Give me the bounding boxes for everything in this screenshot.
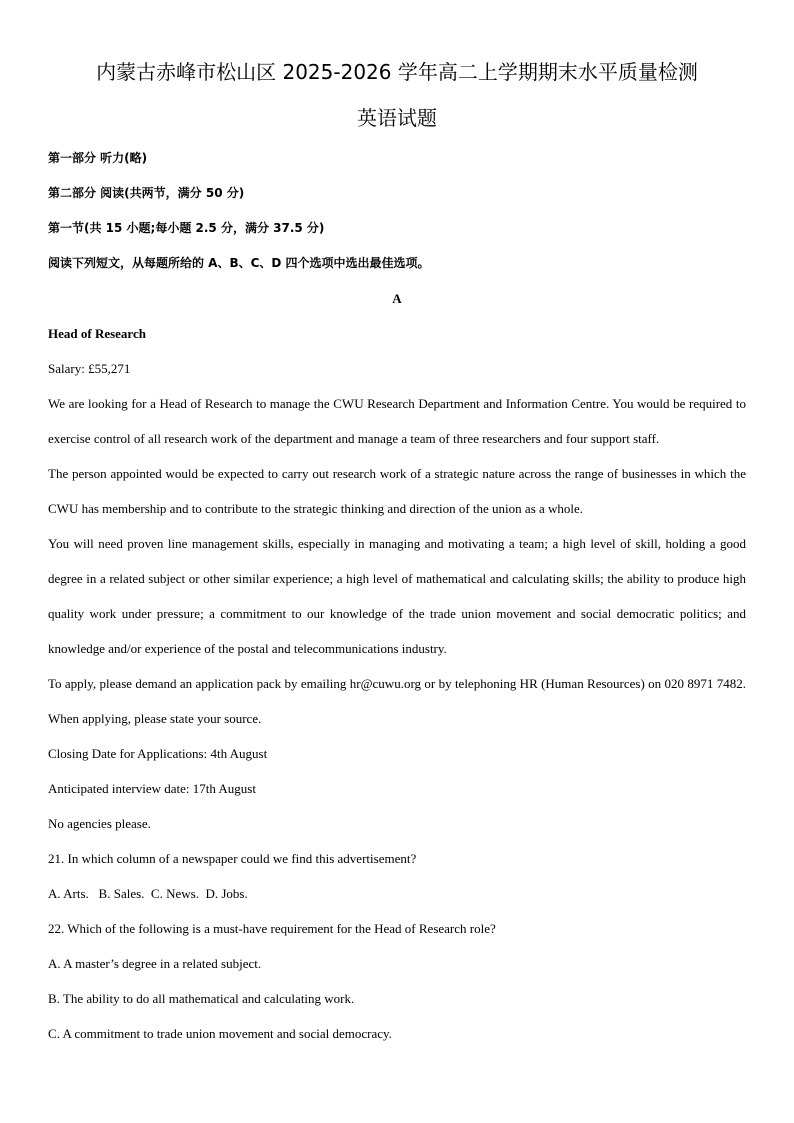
passage-paragraph: You will need proven line management skills, especially in managing and motivating a team; a high level of skill, holding a good degree in a related subject or other similar experience; a high level of mathematical and calculating skills; the ability to produce high quality work under pressure; a commitment to our knowledge of the trade union movement and social democratic politics; and knowledge and/or experience of the postal and telecommunications industry. <box>48 536 746 656</box>
closing-date: Closing Date for Applications: 4th August <box>48 746 268 761</box>
reading-instruction: 阅读下列短文，从每题所给的 A、B、C、D 四个选项中选出最佳选项。 <box>48 256 430 270</box>
question-stem: 22. Which of the following is a must-have requirement for the Head of Research role? <box>48 921 496 936</box>
passage-paragraph: We are looking for a Head of Research to manage the CWU Research Department and Information Centre. You would be required to exercise control of all research work of the department and manage a team of three researchers and four support staff. <box>48 396 746 446</box>
passage-label: A <box>392 291 402 306</box>
document-subtitle: 英语试题 <box>357 106 437 130</box>
question-options: A. Arts. B. Sales. C. News. D. Jobs. <box>48 886 248 901</box>
question-option: B. The ability to do all mathematical and calculating work. <box>48 991 355 1006</box>
section-one-heading: 第一节(共 15 小题;每小题 2.5 分，满分 37.5 分) <box>48 221 325 235</box>
question-stem: 21. In which column of a newspaper could we find this advertisement? <box>48 851 417 866</box>
passage-heading: Head of Research <box>48 326 146 341</box>
document-body <box>48 141 746 1051</box>
document-title: 内蒙古赤峰市松山区 2025-2026 学年高二上学期期末水平质量检测 <box>96 60 698 84</box>
salary-line: Salary: £55,271 <box>48 361 131 376</box>
question-option: A. A master’s degree in a related subject. <box>48 956 262 971</box>
passage-paragraph: To apply, please demand an application pack by emailing hr@cuwu.org or by telephoning HR (Human Resources) on 020 8971 7482. When applying, please state your source. <box>48 676 746 726</box>
part-one-heading: 第一部分 听力(略) <box>48 151 148 165</box>
passage-paragraph: The person appointed would be expected to carry out research work of a strategic nature across the range of businesses in which the CWU has membership and to contribute to the strategic thinking and direction of the union as a whole. <box>48 466 746 516</box>
interview-date: Anticipated interview date: 17th August <box>48 781 256 796</box>
part-two-heading: 第二部分 阅读(共两节，满分 50 分) <box>48 186 245 200</box>
no-agencies-note: No agencies please. <box>48 816 151 831</box>
question-option: C. A commitment to trade union movement and social democracy. <box>48 1026 392 1041</box>
